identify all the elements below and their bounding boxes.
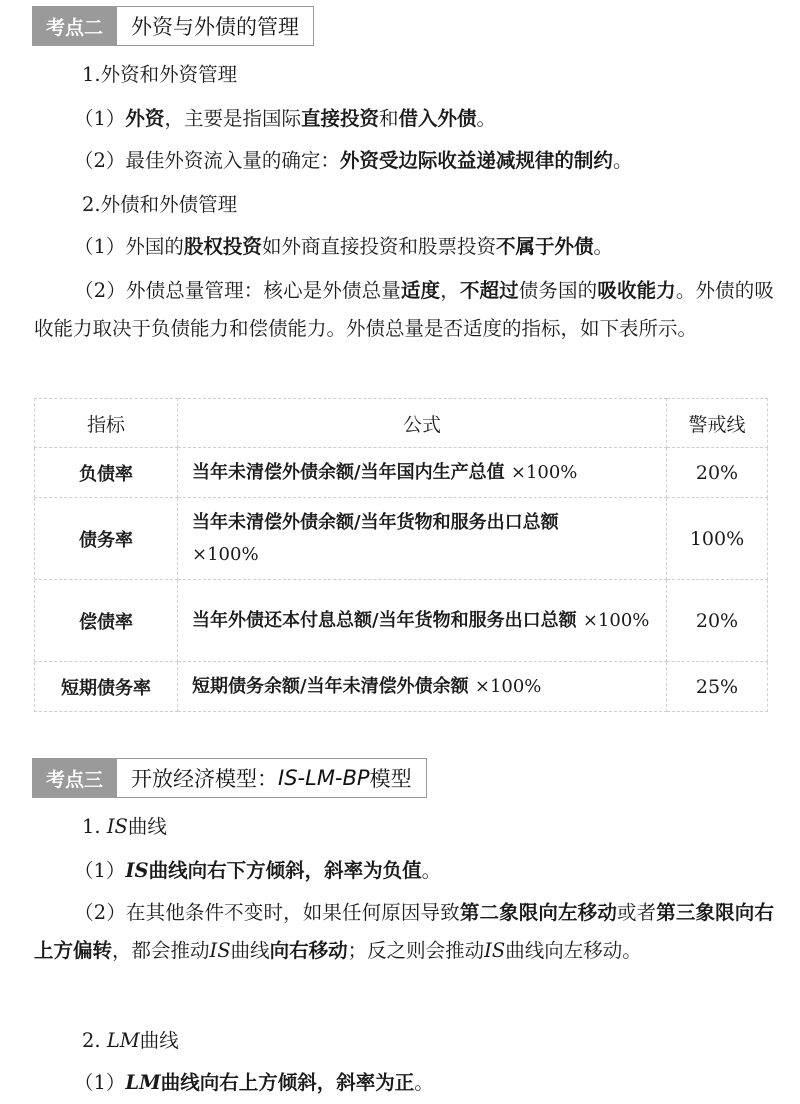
indicator-formula: 当年未清偿外债余额/当年国内生产总值 ×100% xyxy=(178,448,667,498)
warning-line: 20% xyxy=(667,448,768,498)
paragraph: （2）最佳外资流入量的确定：外资受边际收益递减规律的制约。 xyxy=(74,149,633,172)
section-header-2 xyxy=(32,6,314,46)
table-header: 指标 xyxy=(35,399,178,448)
indicator-name: 偿债率 xyxy=(35,580,178,662)
paragraph: （1）LM曲线向右上方倾斜，斜率为正。 xyxy=(74,1071,434,1094)
paragraph: （2）在其他条件不变时，如果任何原因导致第二象限向左移动或者第三象限向右上方偏转，都会推动IS曲线向右移动；反之则会推动IS曲线向左移动。 xyxy=(34,901,774,962)
section-tag: 考点二 xyxy=(32,6,117,46)
section-title: 开放经济模型： IS-LM-BP 模型 xyxy=(117,758,427,798)
indicator-name: 负债率 xyxy=(35,448,178,498)
paragraph: （1）外资，主要是指国际直接投资和借入外债。 xyxy=(74,107,497,130)
table-row xyxy=(35,498,768,580)
section-tag: 考点三 xyxy=(32,758,117,798)
paragraph: 1. IS曲线 xyxy=(82,815,167,838)
indicator-table xyxy=(34,398,768,712)
indicator-name: 债务率 xyxy=(35,498,178,580)
table-row xyxy=(35,448,768,498)
paragraph: 1.外资和外资管理 xyxy=(82,63,238,86)
table-row xyxy=(35,662,768,712)
indicator-formula: 当年外债还本付息总额/当年货物和服务出口总额 ×100% xyxy=(178,580,667,662)
warning-line: 100% xyxy=(667,498,768,580)
table-row xyxy=(35,580,768,662)
paragraph: （1）IS曲线向右下方倾斜，斜率为负值。 xyxy=(74,859,442,882)
warning-line: 20% xyxy=(667,580,768,662)
section-header-3 xyxy=(32,758,427,798)
paragraph: （1）外国的股权投资如外商直接投资和股票投资不属于外债。 xyxy=(74,235,613,258)
table-header: 公式 xyxy=(178,399,667,448)
warning-line: 25% xyxy=(667,662,768,712)
paragraph: （2）外债总量管理：核心是外债总量适度，不超过债务国的吸收能力。外债的吸收能力取决于负债能力和偿债能力。外债总量是否适度的指标，如下表所示。 xyxy=(34,279,774,340)
table-header: 警戒线 xyxy=(667,399,768,448)
indicator-formula: 当年未清偿外债余额/当年货物和服务出口总额 ×100% xyxy=(178,498,667,580)
indicator-formula: 短期债务余额/当年未清偿外债余额 ×100% xyxy=(178,662,667,712)
paragraph: 2. LM曲线 xyxy=(82,1029,179,1052)
paragraph: 2.外债和外债管理 xyxy=(82,193,238,216)
section-title: 外资与外债的管理 xyxy=(117,6,314,46)
indicator-name: 短期债务率 xyxy=(35,662,178,712)
table-header-row xyxy=(35,399,768,448)
